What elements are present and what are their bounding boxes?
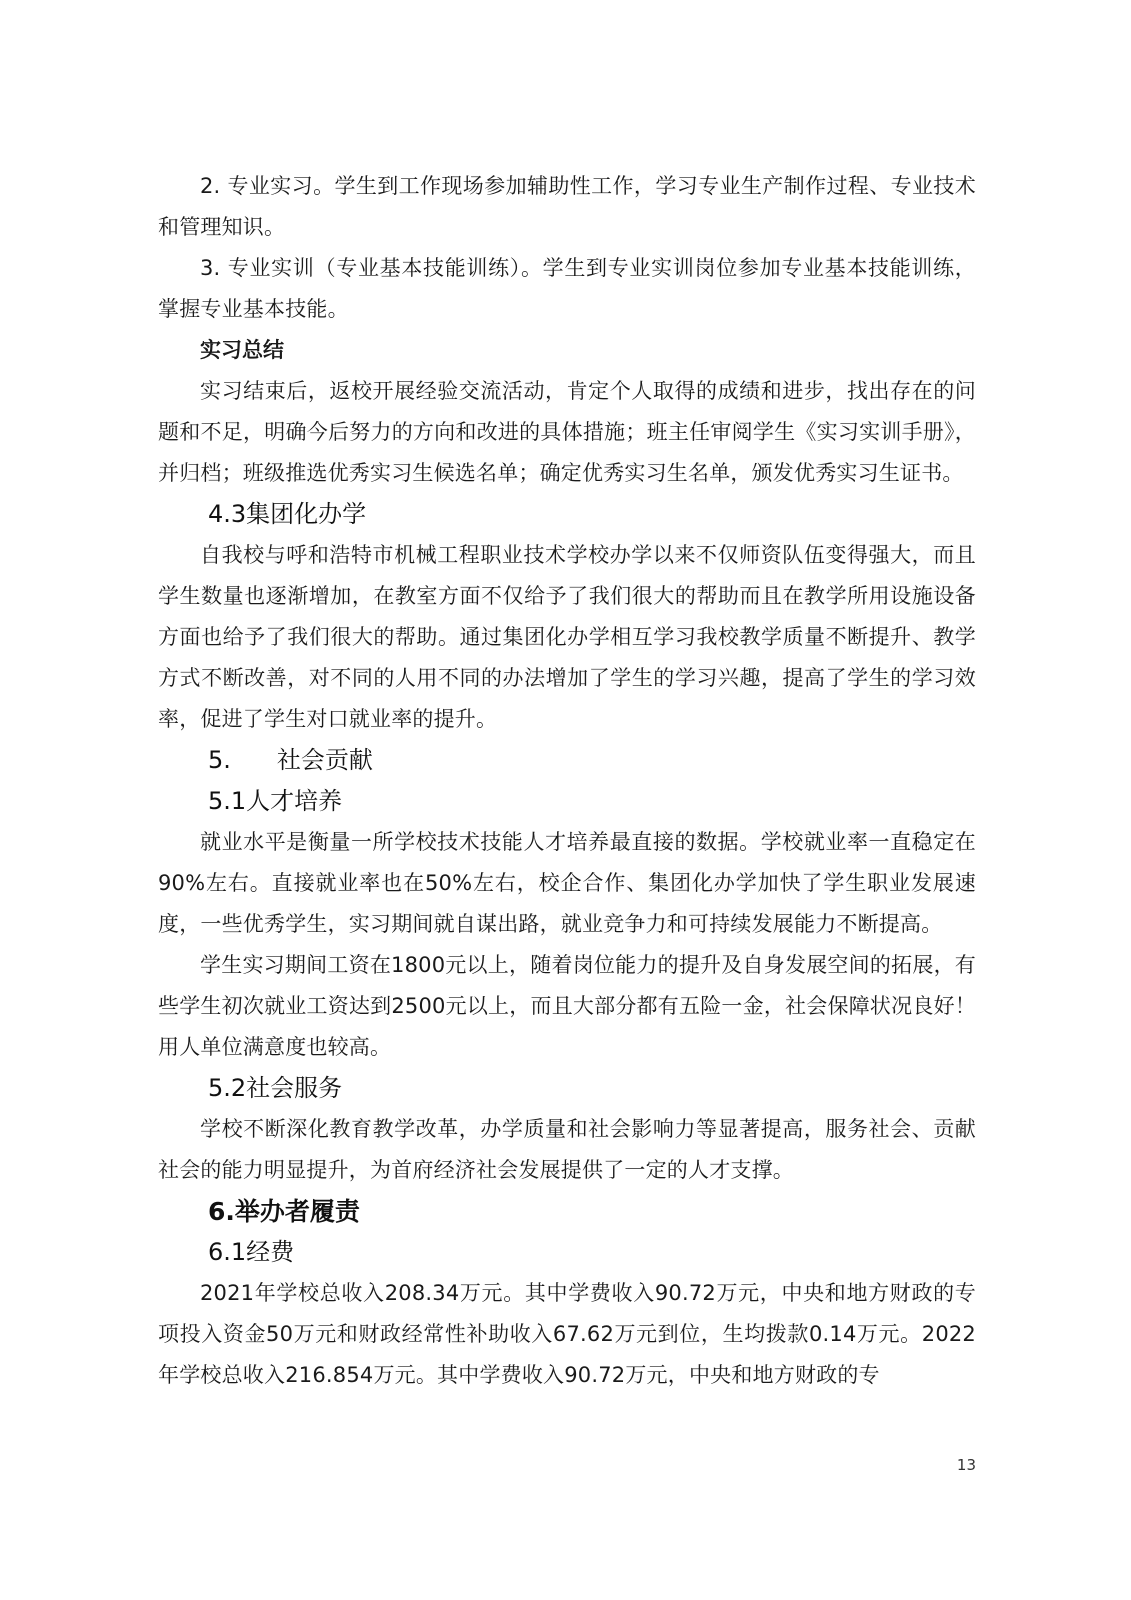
subheading-internship-summary: 实习总结 (200, 338, 284, 362)
paragraph-employment-level: 就业水平是衡量一所学校技术技能人才培养最直接的数据。学校就业率一直稳定在90%左右。直接就业率也在50%左右，校企合作、集团化办学加快了学生职业发展速度，一些优秀学生，实习期间就自谋出路，就业竞争力和可持续发展能力不断提高。 (158, 830, 976, 936)
heading-6-1: 6.1经费 (208, 1238, 295, 1266)
paragraph-internship-summary: 实习结束后，返校开展经验交流活动，肯定个人取得的成绩和进步，找出存在的问题和不足，明确今后努力的方向和改进的具体措施；班主任审阅学生《实习实训手册》，并归档；班级推选优秀实习生候选名单；确定优秀实习生名单，颁发优秀实习生证书。 (158, 379, 976, 485)
paragraph-group-schooling: 自我校与呼和浩特市机械工程职业技术学校办学以来不仅师资队伍变得强大，而且学生数量也逐渐增加，在教室方面不仅给予了我们很大的帮助而且在教学所用设施设备方面也给予了我们很大的帮助。通过集团化办学相互学习我校教学质量不断提升、教学方式不断改善，对不同的人用不同的办法增加了学生的学习兴趣，提高了学生的学习效率，促进了学生对口就业率的提升。 (158, 543, 976, 731)
heading-5-text: 社会贡献 (276, 746, 373, 774)
page-content (158, 166, 976, 1396)
paragraph-professional-training: 3. 专业实训（专业基本技能训练）。学生到专业实训岗位参加专业基本技能训练，掌握专业基本技能。 (158, 256, 976, 321)
paragraph-professional-internship: 2. 专业实习。学生到工作现场参加辅助性工作，学习专业生产制作过程、专业技术和管理知识。 (158, 174, 976, 239)
heading-6: 6.举办者履责 (208, 1197, 360, 1226)
paragraph-internship-wages: 学生实习期间工资在1800元以上，随着岗位能力的提升及自身发展空间的拓展，有些学生初次就业工资达到2500元以上，而且大部分都有五险一金，社会保障状况良好！用人单位满意度也较高。 (158, 953, 976, 1059)
heading-5 (158, 740, 976, 781)
heading-5-number: 5. (208, 746, 231, 774)
heading-4-3: 4.3集团化办学 (208, 500, 367, 528)
paragraph-funding: 2021年学校总收入208.34万元。其中学费收入90.72万元，中央和地方财政的专项投入资金50万元和财政经常性补助收入67.62万元到位，生均拨款0.14万元。2022年学校总收入216.854万元。其中学费收入90.72万元，中央和地方财政的专 (158, 1281, 976, 1387)
heading-5-2: 5.2社会服务 (208, 1074, 343, 1102)
heading-5-1: 5.1人才培养 (208, 787, 343, 815)
paragraph-social-service: 学校不断深化教育教学改革，办学质量和社会影响力等显著提高，服务社会、贡献社会的能力明显提升，为首府经济社会发展提供了一定的人才支撑。 (158, 1117, 976, 1182)
page-number: 13 (956, 1456, 976, 1474)
